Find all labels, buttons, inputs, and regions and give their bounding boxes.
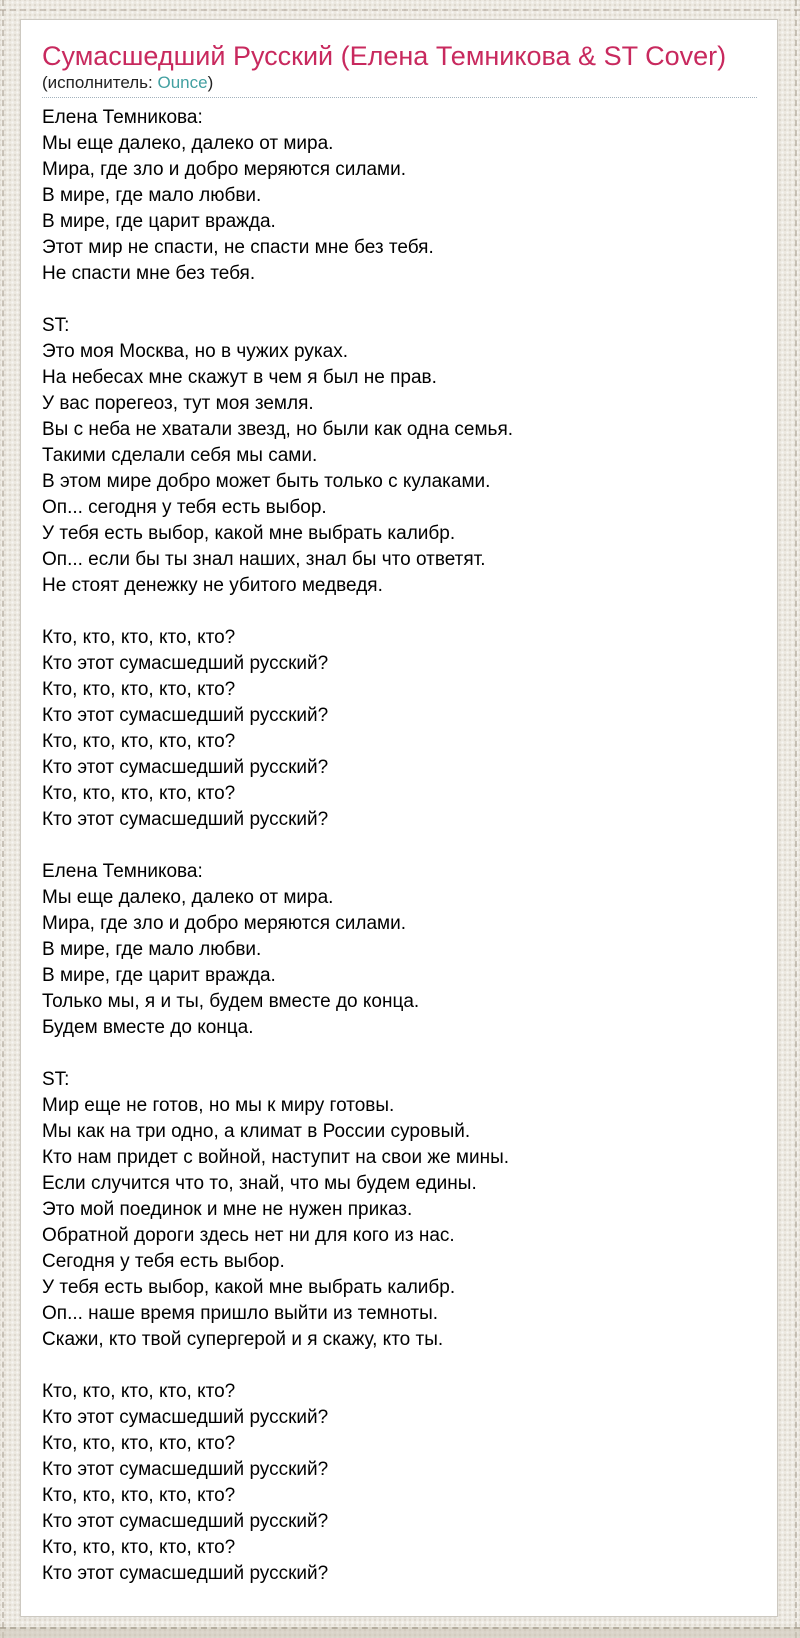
performer-suffix: )	[207, 73, 214, 92]
lyric-line: Кто этот сумасшедший русский?	[42, 653, 329, 674]
song-title: Сумасшедший Русский (Елена Темникова & ST Cover)	[42, 41, 727, 71]
lyric-line: Вы с неба не хватали звезд, но были как одна семья.	[42, 419, 514, 440]
stanza	[42, 1067, 757, 1353]
lyric-line: Мира, где зло и добро меряются силами.	[42, 159, 407, 180]
lyrics	[42, 105, 757, 1587]
lyric-line: Кто, кто, кто, кто, кто?	[42, 1433, 236, 1454]
lyric-line: Если случится что то, знай, что мы будем едины.	[42, 1173, 477, 1194]
stanza	[42, 859, 757, 1041]
lyric-line: Скажи, кто твой супергерой и я скажу, кто ты.	[42, 1329, 444, 1350]
lyric-line: Кто нам придет с войной, наступит на свои же мины.	[42, 1147, 510, 1168]
lyric-line: Мы еще далеко, далеко от мира.	[42, 133, 334, 154]
stanza	[42, 105, 757, 287]
dotted-separator	[42, 97, 757, 98]
lyric-line: Это мой поединок и мне не нужен приказ.	[42, 1199, 413, 1220]
lyric-line: Кто, кто, кто, кто, кто?	[42, 1381, 236, 1402]
lyric-line: В мире, где царит вражда.	[42, 211, 276, 232]
lyric-line: ST:	[42, 1069, 70, 1090]
lyric-line: У тебя есть выбор, какой мне выбрать калибр.	[42, 1277, 456, 1298]
lyric-line: Не стоят денежку не убитого медведя.	[42, 575, 383, 596]
lyric-line: У тебя есть выбор, какой мне выбрать калибр.	[42, 523, 456, 544]
lyric-line: Кто этот сумасшедший русский?	[42, 809, 329, 830]
stanza	[42, 1379, 757, 1587]
lyric-line: Не спасти мне без тебя.	[42, 263, 256, 284]
lyric-line: Кто, кто, кто, кто, кто?	[42, 1485, 236, 1506]
lyric-line: Кто этот сумасшедший русский?	[42, 1407, 329, 1428]
lyric-line: Кто этот сумасшедший русский?	[42, 1459, 329, 1480]
stanza	[42, 625, 757, 833]
performer-link[interactable]: Ounce	[157, 73, 208, 92]
stitch-right-edge	[795, 0, 797, 1638]
lyric-line: Елена Темникова:	[42, 107, 203, 128]
lyric-line: В мире, где мало любви.	[42, 939, 262, 960]
lyric-line: ST:	[42, 315, 70, 336]
performer-label: (исполнитель:	[42, 73, 158, 92]
lyric-line: Кто этот сумасшедший русский?	[42, 1511, 329, 1532]
stanza	[42, 313, 757, 599]
lyric-line: Кто этот сумасшедший русский?	[42, 1563, 329, 1584]
lyric-line: Кто, кто, кто, кто, кто?	[42, 627, 236, 648]
lyric-line: Мира, где зло и добро меряются силами.	[42, 913, 407, 934]
lyric-line: Кто, кто, кто, кто, кто?	[42, 783, 236, 804]
lyric-line: Оп... сегодня у тебя есть выбор.	[42, 497, 327, 518]
performer-line	[42, 73, 757, 93]
lyric-line: Мы еще далеко, далеко от мира.	[42, 887, 334, 908]
lyric-line: Этот мир не спасти, не спасти мне без тебя.	[42, 237, 434, 258]
lyric-line: Такими сделали себя мы сами.	[42, 445, 318, 466]
lyric-line: У вас порегеоз, тут моя земля.	[42, 393, 314, 414]
bottom-seam	[0, 1627, 800, 1638]
lyric-line: Кто, кто, кто, кто, кто?	[42, 679, 236, 700]
lyric-line: В мире, где царит вражда.	[42, 965, 276, 986]
lyric-line: Будем вместе до конца.	[42, 1017, 254, 1038]
lyric-line: В мире, где мало любви.	[42, 185, 262, 206]
lyric-line: В этом мире добро может быть только с кулаками.	[42, 471, 491, 492]
lyric-line: Кто, кто, кто, кто, кто?	[42, 1537, 236, 1558]
lyric-line: Сегодня у тебя есть выбор.	[42, 1251, 285, 1272]
stitch-top-edge	[0, 9, 800, 11]
lyric-line: Мир еще не готов, но мы к миру готовы.	[42, 1095, 395, 1116]
lyric-line: Это моя Москва, но в чужих руках.	[42, 341, 348, 362]
lyric-line: Кто, кто, кто, кто, кто?	[42, 731, 236, 752]
lyric-line: Только мы, я и ты, будем вместе до конца.	[42, 991, 420, 1012]
lyric-line: На небесах мне скажут в чем я был не прав.	[42, 367, 437, 388]
stitch-left-edge	[2, 0, 4, 1638]
lyric-line: Обратной дороги здесь нет ни для кого из нас.	[42, 1225, 455, 1246]
lyric-line: Мы как на три одно, а климат в России суровый.	[42, 1121, 471, 1142]
lyrics-card	[20, 19, 778, 1617]
lyric-line: Кто этот сумасшедший русский?	[42, 705, 329, 726]
lyric-line: Оп... если бы ты знал наших, знал бы что ответят.	[42, 549, 486, 570]
lyric-line: Оп... наше время пришло выйти из темноты.	[42, 1303, 439, 1324]
lyric-line: Кто этот сумасшедший русский?	[42, 757, 329, 778]
lyric-line: Елена Темникова:	[42, 861, 203, 882]
